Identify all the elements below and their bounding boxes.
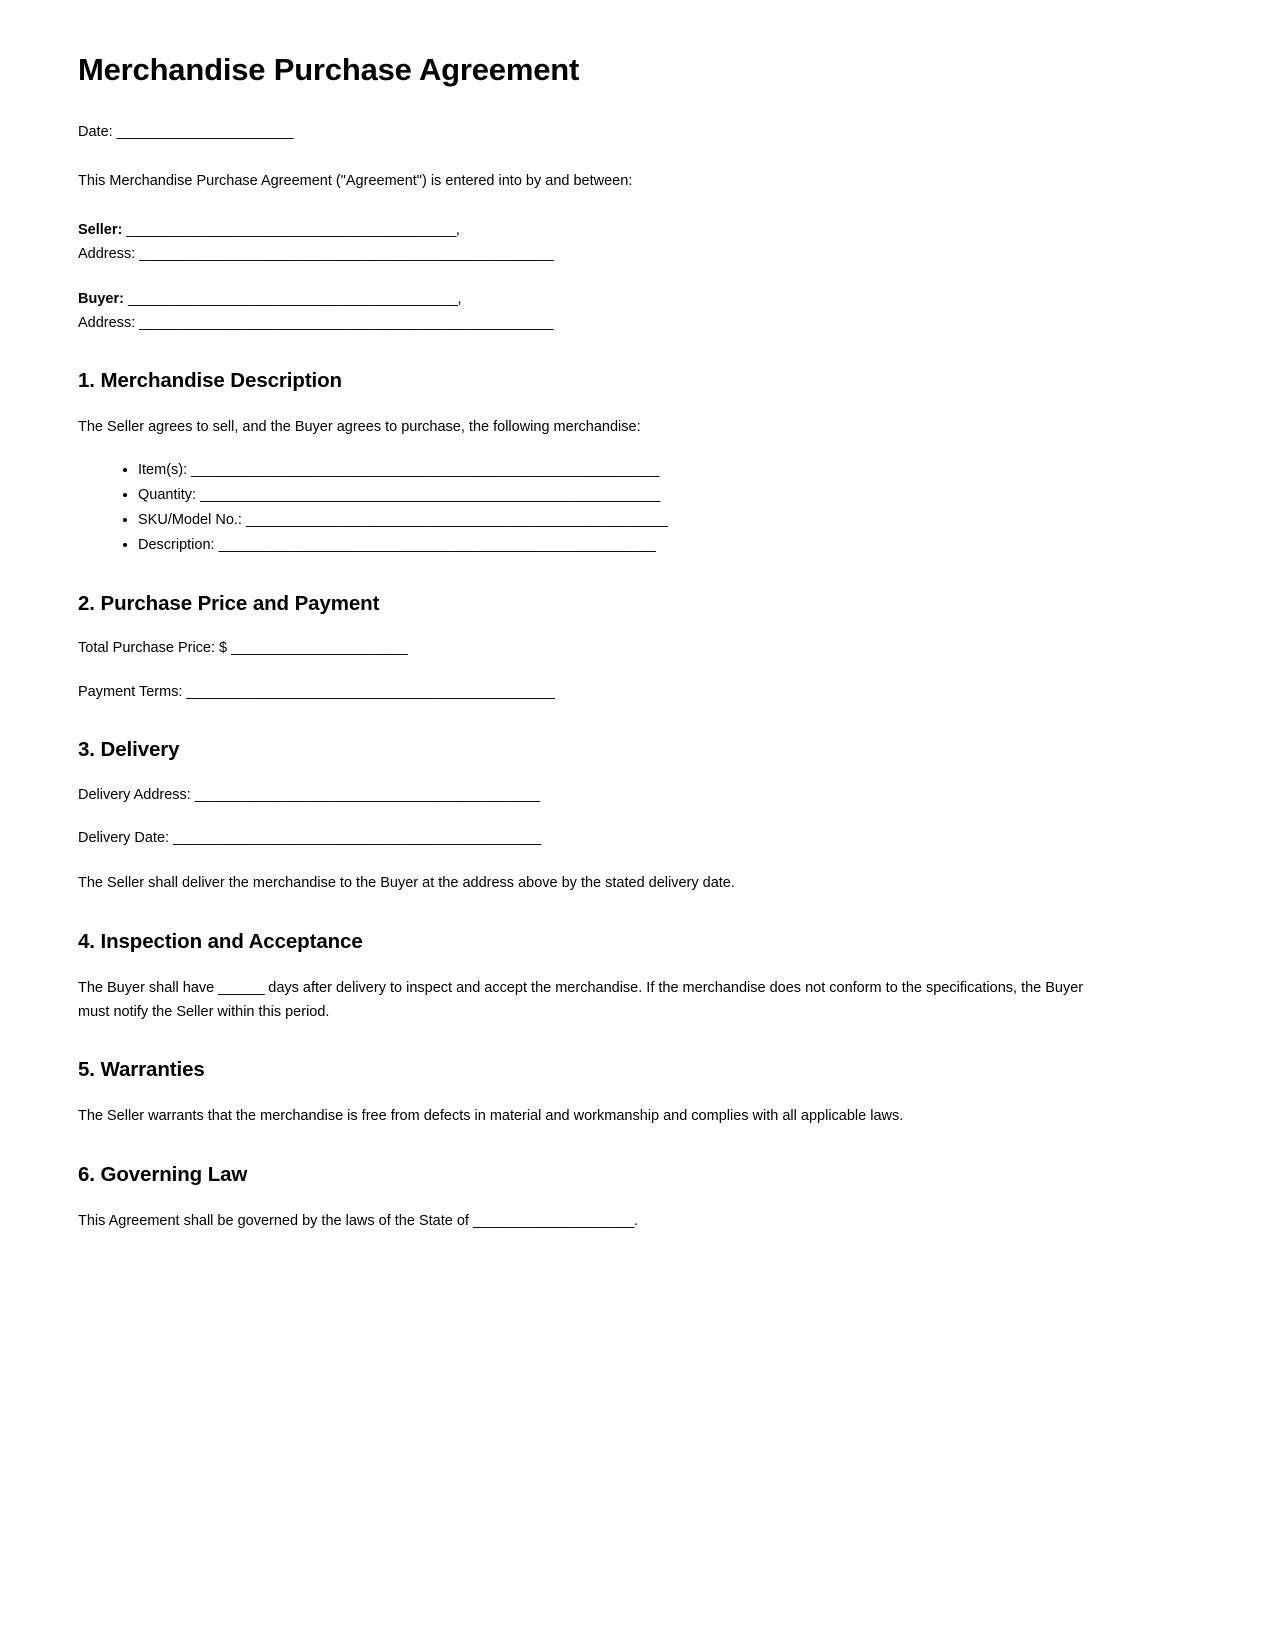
section-heading-merchandise-description: 1. Merchandise Description: [78, 369, 342, 393]
buyer-name-row: [78, 288, 1188, 311]
total-purchase-price-blank[interactable]: _______________________: [231, 640, 408, 657]
governing-law-text-part2: .: [633, 1212, 638, 1229]
merchandise-item-list: [78, 458, 1188, 558]
seller-address-label: Address:: [78, 245, 136, 262]
inspection-text-part2: days after delivery to inspect and accept the merchandise. If the merchandise does not conform to the specifications, the Buyer must notify the Seller within this period.: [78, 979, 1084, 1020]
buyer-address-row: [78, 312, 1188, 335]
buyer-name-blank[interactable]: ___________________________________________,: [127, 291, 462, 308]
list-item: [138, 508, 1188, 533]
governing-law-state-blank[interactable]: _____________________: [472, 1212, 634, 1229]
section-heading-delivery: 3. Delivery: [78, 737, 180, 761]
date-field-row: [78, 122, 1188, 144]
total-purchase-price-label: Total Purchase Price: $: [78, 640, 228, 657]
sku-blank[interactable]: _______________________________________________________: [246, 512, 668, 529]
list-item: [138, 483, 1188, 508]
seller-address-row: [78, 243, 1188, 266]
buyer-block: [78, 288, 1188, 335]
section-heading-warranties: 5. Warranties: [78, 1058, 205, 1082]
date-label: Date:: [78, 123, 113, 140]
description-label: Description:: [138, 536, 215, 553]
section-heading-inspection-and-acceptance: 4. Inspection and Acceptance: [78, 930, 363, 953]
governing-law-text-part1: This Agreement shall be governed by the laws of the State of: [78, 1212, 473, 1229]
governing-law-paragraph: [78, 1210, 1113, 1234]
quantity-label: Quantity:: [138, 487, 197, 504]
seller-name-row: [78, 219, 1188, 242]
payment-terms-row: [78, 682, 1188, 704]
seller-label: Seller:: [78, 222, 123, 239]
buyer-address-blank[interactable]: ______________________________________________________: [139, 314, 554, 331]
agreement-intro-text: This Merchandise Purchase Agreement ("Agreement") is entered into by and between:: [78, 173, 633, 190]
total-purchase-price-row: [78, 638, 1188, 660]
delivery-address-row: [78, 785, 1188, 807]
warranties-paragraph: The Seller warrants that the merchandise is free from defects in material and workmanship and complies with all applicable laws.: [78, 1108, 904, 1125]
item-blank[interactable]: _____________________________________________________________: [191, 462, 659, 479]
section-heading-governing-law: 6. Governing Law: [78, 1162, 248, 1186]
inspection-paragraph: [78, 977, 1113, 1025]
seller-name-blank[interactable]: ___________________________________________,: [126, 222, 460, 239]
sku-label: SKU/Model No.:: [138, 512, 242, 529]
delivery-paragraph: The Seller shall deliver the merchandise to the Buyer at the address above by the stated delivery date.: [78, 875, 735, 892]
list-item: [138, 458, 1188, 483]
delivery-address-label: Delivery Address:: [78, 786, 191, 803]
seller-address-blank[interactable]: ______________________________________________________: [139, 245, 554, 262]
quantity-blank[interactable]: ____________________________________________________________: [200, 487, 660, 504]
description-blank[interactable]: _________________________________________________________: [218, 536, 656, 553]
delivery-date-row: [78, 828, 1188, 850]
buyer-label: Buyer:: [78, 291, 124, 308]
buyer-address-label: Address:: [78, 314, 136, 331]
date-blank[interactable]: _______________________: [116, 123, 293, 140]
list-item: [138, 533, 1188, 558]
delivery-date-blank[interactable]: ________________________________________________: [173, 830, 541, 847]
inspection-text-part1: The Buyer shall have: [78, 979, 219, 996]
seller-block: [78, 219, 1188, 266]
delivery-date-label: Delivery Date:: [78, 830, 170, 847]
item-label: Item(s):: [138, 462, 188, 479]
page-title: Merchandise Purchase Agreement: [78, 52, 580, 87]
inspection-days-blank[interactable]: ______: [218, 979, 265, 996]
section-heading-purchase-price-and-payment: 2. Purchase Price and Payment: [78, 591, 380, 615]
merchandise-intro-text: The Seller agrees to sell, and the Buyer agrees to purchase, the following merchandise:: [78, 418, 641, 435]
delivery-address-blank[interactable]: _____________________________________________: [194, 786, 540, 803]
payment-terms-label: Payment Terms:: [78, 684, 183, 701]
payment-terms-blank[interactable]: ________________________________________________: [186, 684, 555, 701]
